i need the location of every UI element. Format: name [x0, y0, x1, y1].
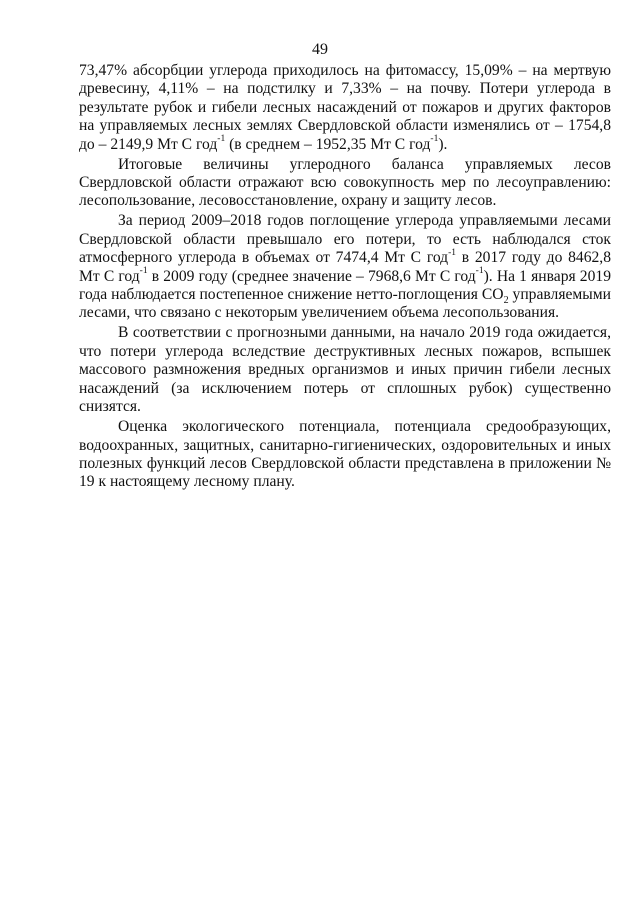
superscript: -1: [430, 134, 439, 145]
text-run: (в среднем – 1952,35 Мт С год: [225, 135, 431, 153]
text-run: в 2017 году до 8462,8 Мт С год: [79, 249, 611, 285]
text-run: 73,47% абсорбции углерода приходилось на фитомассу, 15,09% – на мертвую древесину, 4,11% – на подстилку и 7,33% – на почву. Потери углерода в результате рубок и гибели лесных насаждений от пожаров и других факторов на управляемых лесных землях Свердловской области изменялись от – 1754,8 до – 2149,9 Мт С год: [79, 62, 611, 153]
text-run: Оценка экологического потенциала, потенциала средообразующих, водоохранных, защитных, санитарно-гигиенических, оздоровительных и иных полезных функций лесов Свердловской области представлена в приложении № 19 к настоящему лесному плану.: [79, 418, 611, 491]
document-body: [79, 62, 611, 493]
paragraph-p2: [79, 156, 611, 211]
text-run: В соответствии с прогнозными данными, на начало 2019 года ожидается, что потери углерода вследствие деструктивных лесных пожаров, вспышек массового размножения вредных организмов и иных причин гибели лесных насаждений (за исключением потерь от сплошных рубок) существенно снизятся.: [79, 324, 611, 416]
superscript: -1: [448, 248, 457, 259]
subscript: 2: [503, 295, 509, 307]
paragraph-p1: [79, 62, 611, 154]
paragraph-p4: [79, 324, 611, 416]
superscript: -1: [475, 266, 484, 277]
superscript: -1: [139, 266, 148, 277]
page-number: 49: [312, 41, 328, 58]
text-run: управляемыми лесами, что связано с некоторым увеличением объема лесопользования.: [79, 286, 611, 322]
text-run: Итоговые величины углеродного баланса управляемых лесов Свердловской области отражают всю совокупность мер по лесоуправлению: лесопользование, лесовосстановление, охрану и защиту лесов.: [79, 155, 611, 210]
text-run: ). На 1 января 2019 года наблюдается постепенное снижение нетто-поглощения СО: [79, 267, 611, 304]
paragraph-p3: [79, 212, 611, 322]
text-run: ).: [438, 135, 448, 153]
text-run: За период 2009–2018 годов поглощение углерода управляемыми лесами Свердловской области превышало его потери, то есть наблюдался сток атмосферного углерода в объемах от 7474,4 Мт С год: [79, 212, 611, 267]
paragraph-p5: [79, 418, 611, 492]
text-run: в 2009 году (среднее значение – 7968,6 Мт С год: [147, 267, 476, 285]
superscript: -1: [217, 134, 226, 145]
